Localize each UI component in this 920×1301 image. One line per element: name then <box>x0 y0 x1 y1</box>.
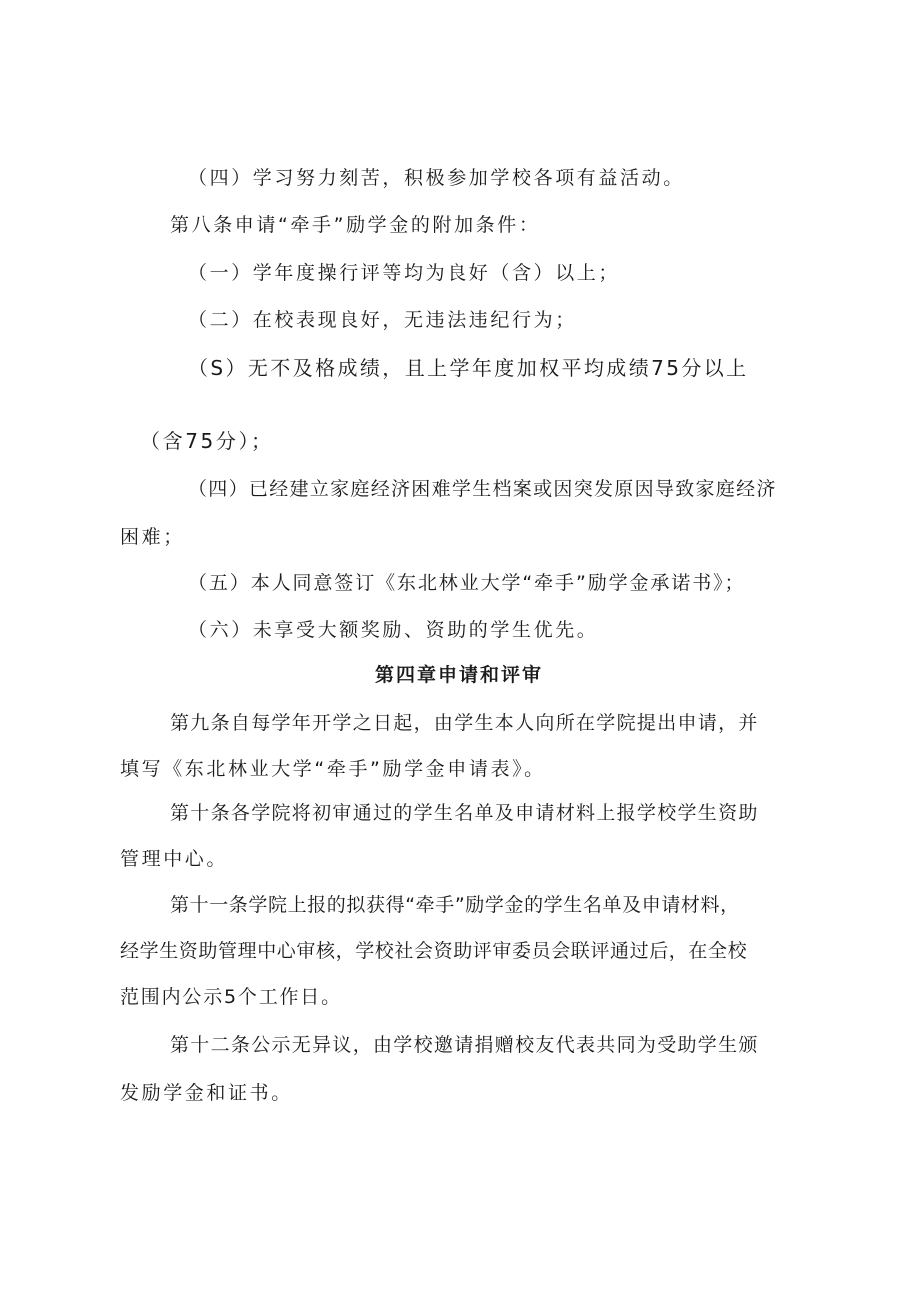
article-10: 第十条各学院将初审通过的学生名单及申请材料上报学校学生资助 <box>170 802 759 824</box>
article-8-item-3: （S）无不及格成绩，且上学年度加权平均成绩75分以上 <box>188 356 749 380</box>
article-8: 第八条申请“牵手”励学金的附加条件： <box>170 214 541 236</box>
article-8-item-2: （二）在校表现良好，无违法违纪行为； <box>188 309 577 331</box>
article-12-continued: 发励学金和证书。 <box>120 1082 293 1104</box>
article-11: 第十一条学院上报的拟获得“牵手”励学金的学生名单及申请材料， <box>170 894 740 916</box>
article-9: 第九条自每学年开学之日起，由学生本人向所在学院提出申请，并 <box>170 712 759 734</box>
article-8-item-6: （六）未享受大额奖励、资助的学生优先。 <box>188 619 599 641</box>
article-11-continued: 经学生资助管理中心审核，学校社会资助评审委员会联评通过后，在全校 <box>120 940 748 962</box>
article-8-item-4: （四）已经建立家庭经济困难学生档案或因突发原因导致家庭经济 <box>188 478 777 500</box>
clause-7-item-4: （四）学习努力刻苦，积极参加学校各项有益活动。 <box>188 167 685 189</box>
article-9-continued: 填写《东北林业大学“牵手”励学金申请表》。 <box>120 758 546 780</box>
chapter-4-heading: 第四章申请和评审 <box>375 664 544 686</box>
article-11-continued-2: 范围内公示5个工作日。 <box>120 986 342 1008</box>
article-8-item-1: （一）学年度操行评等均为良好（含）以上； <box>188 262 621 284</box>
article-8-item-5: （五）本人同意签订《东北林业大学“牵手”励学金承诺书》； <box>188 572 746 594</box>
article-8-item-3-continued: （含75分）； <box>140 429 274 453</box>
article-10-continued: 管理中心。 <box>120 848 229 870</box>
article-8-item-4-continued: 困难； <box>120 526 185 548</box>
article-12: 第十二条公示无异议，由学校邀请捐赠校友代表共同为受助学生颁 <box>170 1034 759 1056</box>
